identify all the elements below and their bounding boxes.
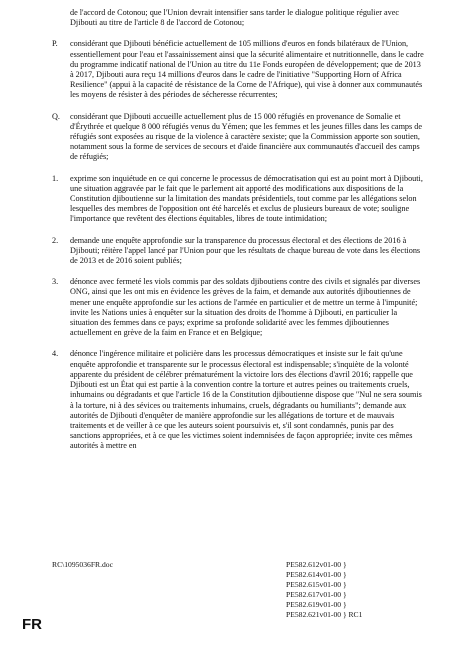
paragraph-label: 4. bbox=[52, 349, 59, 359]
paragraph-label: 1. bbox=[52, 173, 59, 183]
paragraph-label: 3. bbox=[52, 277, 59, 287]
paragraph-item bbox=[52, 277, 424, 338]
pe-number: PE582.612v01-00 } bbox=[286, 560, 347, 569]
paragraph-label: Q. bbox=[52, 111, 60, 121]
paragraph-list bbox=[52, 39, 424, 451]
paragraph-label: P. bbox=[52, 39, 58, 49]
document-body bbox=[52, 8, 424, 452]
pe-number: PE582.614v01-00 } bbox=[286, 570, 347, 579]
pe-number: PE582.617v01-00 } bbox=[286, 590, 347, 599]
footer-pe-numbers bbox=[286, 560, 362, 620]
paragraph-text: dénonce l'ingérence militaire et policière dans les processus démocratiques et insiste sur le fait qu'une enquête approfondie et transparente sur le processus électoral est indispensable; s'inquiète de la volonté apparente du président de célébrer prématurément la victoire lors des élections d'avril 2016; rappelle que Djibouti est un État qui est partie à la convention contre la torture et autres peines ou traitements cruels, inhumains ou dégradants et que l'article 16 de la Constitution djiboutienne dispose que "Nul ne sera soumis à la torture, ni à des sévices ou traitements inhumains, cruels, dégradants ou humiliants"; demande aux autorités de Djibouti d'enquêter de manière approfondie sur les allégations de torture et de mauvais traitements et de veiller à ce que les auteurs soient poursuivis et, s'il sont condamnés, punis par des sanctions appropriées, et à ce que les victimes soient indemnisées de façon appropriée; invite ces mêmes autorités à mettre en bbox=[70, 349, 422, 451]
paragraph-text: considérant que Djibouti bénéficie actuellement de 105 millions d'euros en fonds bilatéraux de l'Union, essentiellement pour l'eau et l'assainissement ainsi que la sécurité alimentaire et nutritionnelle, dans le cadre du programme indicatif national de l'Union au titre du 11e Fonds européen de développement; que de 2013 à 2017, Djibouti aura reçu 14 millions d'euros dans le cadre de l'initiative "Supporting Horn of Africa Resilience" (appui à la capacité de résistance de la Corne de l'Afrique), qui vise à donner aux communautés les moyens de résister à des périodes de sécheresse récurrentes; bbox=[70, 39, 424, 100]
language-code: FR bbox=[22, 616, 42, 633]
paragraph-item bbox=[52, 39, 424, 100]
paragraph-text: dénonce avec fermeté les viols commis par des soldats djiboutiens contre des civils et signalés par diverses ONG, ainsi que les ont mis en évidence les grèves de la faim, et demande aux autorités djiboutiennes de mener une enquête approfondie sur les actions de l'armée en particulier et de mettre un terme à l'impunité; invite les Nations unies à enquêter sur la situation des droits de l'homme à Djibouti, en particulier la situation des femmes dans ce pays; exprime sa profonde solidarité avec les femmes djiboutiennes actuellement en grève de la faim en France et en Belgique; bbox=[70, 277, 421, 338]
paragraph-text: demande une enquête approfondie sur la transparence du processus électoral et des élections de 2016 à Djibouti; réitère l'appel lancé par l'Union pour que les résultats de chaque bureau de vote dans les élections de 2013 et de 2016 soient publiés; bbox=[70, 235, 421, 266]
paragraph-text: considérant que Djibouti accueille actuellement plus de 15 000 réfugiés en provenance de Somalie et d'Érythrée et quelque 8 000 réfugiés venus du Yémen; que les femmes et les jeunes filles dans les camps de réfugiés sont exposées au risque de la violence à caractère sexiste; que la Commission apporte son soutien, notamment sous la forme de services de secours et d'aide financière aux communautés d'accueil des camps de réfugiés; bbox=[70, 111, 422, 162]
paragraph-item bbox=[52, 112, 424, 163]
footer-document-reference: RC\1095036FR.doc bbox=[52, 560, 113, 569]
paragraph-item bbox=[52, 236, 424, 267]
paragraph-label: 2. bbox=[52, 235, 59, 245]
paragraph-item bbox=[52, 349, 424, 451]
paragraph-text: exprime son inquiétude en ce qui concerne le processus de démocratisation qui est au point mort à Djibouti, une situation aggravée par le fait que le parlement ait apporté des modifications aux dispositions de la Constitution djiboutienne sur la limitation des mandats présidentiels, tout comme par les allégations selon lesquelles des membres de l'opposition ont été harcelés et exclus de plusieurs bureaux de vote; souligne l'importance que revêtent des élections équitables, libres de toute intimidation; bbox=[70, 173, 423, 224]
paragraph-item bbox=[52, 174, 424, 225]
pe-number: PE582.615v01-00 } bbox=[286, 580, 347, 589]
pe-number: PE582.619v01-00 } bbox=[286, 600, 347, 609]
pe-number: PE582.621v01-00 } RC1 bbox=[286, 610, 363, 619]
continued-paragraph: de l'accord de Cotonou; que l'Union devrait intensifier sans tarder le dialogue politique régulier avec Djibouti au titre de l'article 8 de l'accord de Cotonou; bbox=[70, 8, 399, 28]
